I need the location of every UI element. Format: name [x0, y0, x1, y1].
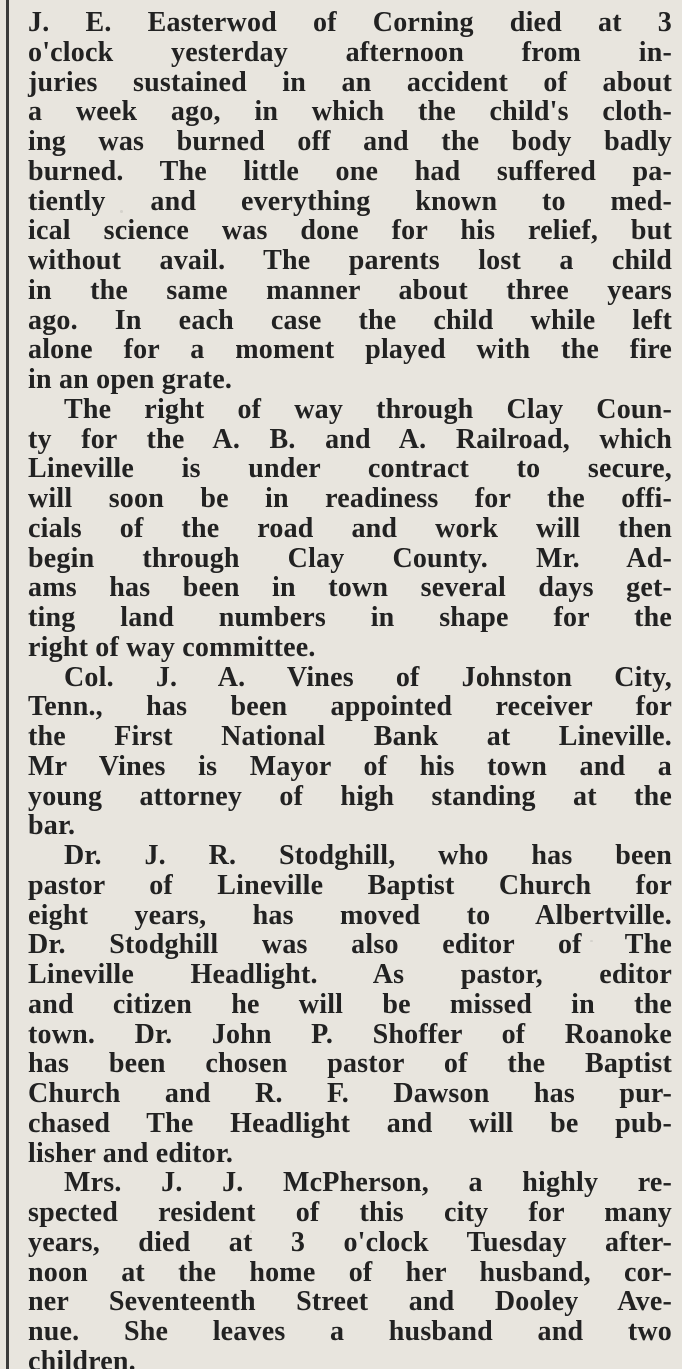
paragraph-easterwod-death: [28, 8, 672, 395]
text-line: has been chosen pastor of the Baptist: [28, 1048, 672, 1080]
text-line: cials of the road and work will then: [28, 512, 672, 544]
paragraph-vines-receiver: [28, 663, 672, 842]
text-line: right of way committee.: [28, 631, 316, 663]
paper-speckle: [590, 940, 593, 942]
text-line: town. Dr. John P. Shoffer of Roanoke: [28, 1018, 672, 1050]
paper-speckle: [120, 210, 123, 213]
text-line: o'clock yesterday afternoon from in-: [28, 36, 672, 68]
text-line: ams has been in town several days get-: [28, 572, 672, 604]
text-line: children.: [28, 1345, 136, 1369]
text-line: noon at the home of her husband, cor-: [28, 1256, 672, 1288]
paragraph-stodghill-pastor: [28, 841, 672, 1168]
text-line: in the same manner about three years: [28, 274, 672, 306]
text-line: chased The Headlight and will be pub-: [28, 1107, 672, 1139]
column-rule: [6, 0, 9, 1369]
text-line: Church and R. F. Dawson has pur-: [28, 1078, 672, 1109]
text-line: Tenn., has been appointed receiver for: [28, 691, 672, 723]
text-line: begin through Clay County. Mr. Ad-: [28, 542, 672, 574]
text-line: Dr. Stodghill was also editor of The: [28, 929, 672, 961]
text-line: ical science was done for his relief, but: [28, 215, 672, 247]
text-line: Lineville Headlight. As pastor, editor: [28, 959, 672, 990]
text-line: ner Seventeenth Street and Dooley Ave-: [28, 1286, 672, 1318]
text-line: Mr Vines is Mayor of his town and a: [28, 750, 672, 782]
text-line: alone for a moment played with the fire: [28, 334, 672, 366]
text-line: Col. J. A. Vines of Johnston City,: [64, 661, 672, 693]
text-line: Lineville is under contract to secure,: [28, 453, 672, 485]
text-line: burned. The little one had suffered pa-: [28, 155, 672, 187]
text-line: bar.: [28, 810, 76, 842]
text-line: ting land numbers in shape for the: [28, 602, 672, 633]
text-line: lisher and editor.: [28, 1137, 234, 1169]
text-line: ago. In each case the child while left: [28, 304, 672, 336]
text-line: The right of way through Clay Coun-: [64, 393, 672, 425]
text-line: pastor of Lineville Baptist Church for: [28, 869, 672, 901]
text-line: juries sustained in an accident of about: [28, 66, 672, 98]
text-line: nue. She leaves a husband and two: [28, 1316, 672, 1347]
article-column: [28, 8, 672, 1369]
paper-speckle: [250, 1230, 252, 1233]
text-line: ty for the A. B. and A. Railroad, which: [28, 423, 672, 455]
paragraph-railroad-right-of-way: [28, 395, 672, 663]
text-line: will soon be in readiness for the offi-: [28, 483, 672, 514]
text-line: and citizen he will be missed in the: [28, 988, 672, 1020]
text-line: young attorney of high standing at the: [28, 780, 672, 812]
text-line: eight years, has moved to Albertville.: [28, 899, 672, 931]
text-line: tiently and everything known to med-: [28, 185, 672, 217]
text-line: spected resident of this city for many: [28, 1197, 672, 1228]
text-line: Mrs. J. J. McPherson, a highly re-: [64, 1167, 672, 1199]
text-line: in an open grate.: [28, 364, 233, 395]
text-line: J. E. Easterwod of Corning died at 3: [28, 7, 672, 38]
text-line: ing was burned off and the body badly: [28, 126, 672, 157]
text-line: Dr. J. R. Stodghill, who has been: [64, 840, 672, 871]
paragraph-mcpherson-death: [28, 1168, 672, 1369]
text-line: without avail. The parents lost a child: [28, 245, 672, 276]
text-line: the First National Bank at Lineville.: [28, 721, 672, 752]
text-line: a week ago, in which the child's cloth-: [28, 96, 672, 128]
paper-speckle: [410, 560, 412, 562]
text-line: years, died at 3 o'clock Tuesday after-: [28, 1226, 672, 1258]
